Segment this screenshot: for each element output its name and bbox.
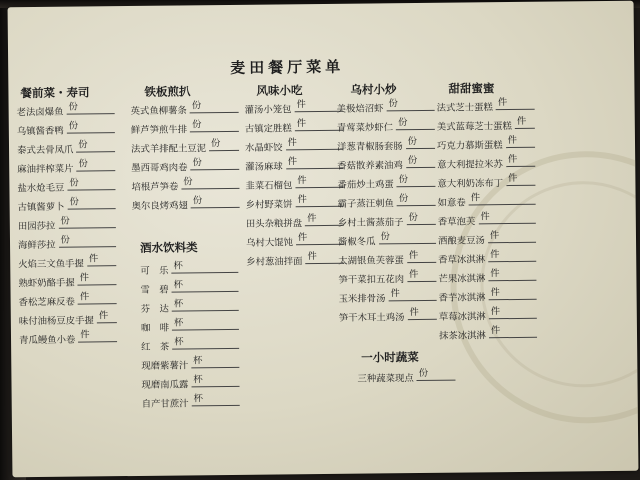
menu-item-unit: 份 — [183, 176, 193, 188]
menu-item-unit: 件 — [490, 268, 500, 280]
quantity-blank-line — [286, 137, 344, 151]
quantity-blank-line — [397, 174, 436, 187]
menu-item-name: 笋干木耳土鸡汤 — [338, 312, 405, 324]
menu-item — [18, 193, 118, 213]
menu-item-unit: 杯 — [173, 317, 184, 329]
menu-item — [141, 371, 241, 391]
snack-list — [245, 96, 347, 268]
menu-item — [337, 152, 437, 172]
menu-item-unit: 杯 — [173, 279, 184, 291]
menu-item — [19, 307, 119, 327]
quantity-blank-line — [396, 117, 435, 130]
menu-item — [338, 228, 438, 248]
menu-item-name: 香芋冰淇淋 — [438, 292, 486, 304]
menu-item-unit: 份 — [192, 119, 202, 131]
menu-item-unit: 件 — [297, 175, 307, 187]
menu-item — [131, 154, 241, 174]
menu-item-unit: 件 — [306, 213, 317, 225]
menu-item-name: 美极焙沼虾 — [336, 103, 384, 115]
menu-item-name: 鲜芦笋煎牛排 — [130, 124, 188, 137]
quantity-blank-line — [172, 336, 239, 350]
quantity-blank-line — [295, 118, 343, 132]
category-snack: 风味小吃 — [256, 83, 303, 98]
category-stirfry: 乌村小炒 — [350, 82, 397, 97]
quantity-blank-line — [389, 288, 437, 302]
quantity-blank-line — [407, 307, 436, 320]
menu-item — [338, 209, 438, 229]
menu-item-name: 现磨紫薯汁 — [141, 360, 189, 372]
menu-item-name: 田头杂粮拼盘 — [245, 218, 303, 230]
quantity-blank-line — [379, 231, 437, 245]
menu-item-unit: 份 — [78, 158, 88, 170]
menu-item — [438, 246, 538, 266]
quantity-blank-line — [295, 175, 343, 189]
quantity-blank-line — [406, 136, 435, 149]
menu-item-name: 熟虾奶酪手握 — [18, 277, 75, 290]
menu-item-name: 玉米排骨汤 — [338, 293, 386, 305]
menu-item-unit: 件 — [287, 156, 298, 168]
menu-item-unit: 份 — [210, 138, 221, 150]
menu-item-unit: 件 — [390, 288, 400, 300]
menu-item-name: 培根芦笋卷 — [131, 181, 179, 194]
quantity-blank-line — [192, 393, 240, 407]
menu-item — [245, 172, 345, 192]
menu-item-unit: 件 — [408, 269, 419, 281]
menu-item-unit: 件 — [507, 134, 518, 147]
quantity-blank-line — [515, 115, 535, 129]
menu-item-unit: 件 — [507, 153, 518, 166]
menu-item — [131, 135, 241, 155]
quantity-blank-line — [58, 215, 116, 229]
menu-item-name: 三种蔬菜现点 — [357, 373, 414, 385]
menu-item-name: 灌汤麻球 — [245, 161, 283, 173]
menu-item — [246, 229, 346, 249]
menu-item — [437, 189, 537, 209]
menu-item — [437, 170, 537, 190]
quantity-blank-line — [407, 269, 436, 282]
menu-item-name: 芒果冰淇淋 — [438, 273, 486, 285]
quantity-blank-line — [172, 298, 239, 312]
menu-item-name: 麻油拌榨菜片 — [17, 163, 74, 176]
menu-item-unit: 份 — [191, 100, 202, 112]
menu-item-unit: 份 — [69, 196, 79, 208]
menu-item-name: 乡村野菜饼 — [245, 199, 293, 211]
vegetable-list — [357, 365, 457, 385]
menu-item — [338, 247, 438, 267]
quantity-blank-line — [286, 156, 344, 170]
menu-item-unit: 份 — [408, 212, 418, 224]
menu-item-name: 红 茶 — [141, 341, 170, 353]
menu-item — [19, 288, 119, 308]
menu-item — [438, 208, 538, 228]
menu-item-name: 乌镇酱香鸭 — [16, 125, 64, 138]
quantity-blank-line — [172, 279, 239, 293]
teppan-list — [131, 97, 242, 212]
menu-item-unit: 件 — [516, 115, 527, 127]
menu-item — [338, 266, 438, 286]
menu-item — [338, 285, 438, 305]
menu-item-name: 咖 啡 — [140, 322, 170, 334]
appetizer-list — [17, 98, 120, 346]
menu-item-unit: 件 — [507, 172, 518, 185]
quantity-blank-line — [67, 101, 115, 115]
menu-item-unit: 杯 — [173, 298, 184, 310]
menu-item — [337, 133, 437, 153]
menu-item — [17, 136, 117, 156]
menu-item-unit: 杯 — [173, 260, 183, 272]
menu-item-unit: 件 — [79, 272, 90, 284]
menu-item — [18, 269, 118, 289]
menu-item-name: 酒酿麦豆汤 — [437, 235, 485, 247]
menu-item-unit: 件 — [296, 99, 306, 111]
menu-item — [17, 174, 117, 194]
menu-item — [245, 153, 345, 173]
quantity-blank-line — [181, 176, 239, 190]
menu-item-unit: 件 — [88, 253, 99, 265]
menu-item — [437, 132, 537, 152]
menu-item — [142, 390, 242, 410]
menu-item — [141, 314, 241, 334]
menu-item-name: 太湖银鱼芙蓉蛋 — [338, 255, 404, 267]
quantity-blank-line — [488, 230, 536, 244]
menu-item — [141, 295, 241, 315]
menu-item — [246, 248, 346, 268]
menu-item-name: 自产甘蔗汁 — [141, 398, 189, 410]
quantity-blank-line — [417, 367, 456, 381]
menu-item-unit: 杯 — [193, 355, 203, 367]
quantity-blank-line — [407, 250, 436, 263]
menu-item-unit: 杯 — [193, 374, 203, 386]
menu-item-unit: 件 — [307, 251, 317, 263]
menu-item-name: 英式鱼柳薯条 — [130, 105, 187, 118]
menu-item-unit: 件 — [470, 192, 481, 204]
menu-item-unit: 份 — [407, 155, 418, 167]
menu-item — [141, 352, 241, 372]
menu-item-name: 海鲜莎拉 — [17, 239, 56, 252]
quantity-blank-line — [68, 196, 116, 210]
quantity-blank-line — [488, 249, 536, 263]
menu-item-unit: 份 — [60, 215, 70, 227]
menu-item-name: 现磨南瓜露 — [141, 379, 189, 391]
menu-item-name: 奥尔良烤鸡翅 — [131, 200, 188, 213]
menu-item-name: 草莓冰淇淋 — [438, 311, 486, 323]
menu-item-unit: 件 — [408, 250, 419, 262]
quantity-blank-line — [506, 153, 535, 167]
menu-item-unit: 件 — [287, 137, 297, 149]
menu-title: 麦田餐厅菜单 — [230, 57, 345, 77]
quantity-blank-line — [59, 234, 117, 248]
menu-item-name: 香草冰淇淋 — [438, 254, 486, 266]
quantity-blank-line — [172, 317, 239, 331]
menu-item-unit: 份 — [380, 231, 390, 243]
menu-item-name: 田园莎拉 — [17, 220, 56, 233]
menu-item-unit: 件 — [98, 310, 109, 322]
menu-item — [337, 114, 437, 134]
menu-item-name: 水晶虾饺 — [244, 142, 283, 154]
quantity-blank-line — [191, 195, 240, 209]
menu-item — [439, 303, 539, 323]
category-dessert: 甜甜蜜蜜 — [448, 81, 495, 96]
menu-item-unit: 份 — [398, 193, 409, 205]
menu-item-unit: 件 — [80, 329, 90, 341]
menu-item-unit: 杯 — [193, 393, 204, 405]
menu-item-name: 芬 达 — [140, 303, 169, 315]
quantity-blank-line — [296, 232, 344, 246]
quantity-blank-line — [78, 291, 117, 304]
menu-item-name: 可 乐 — [140, 265, 169, 277]
menu-item — [131, 173, 241, 193]
menu-item — [132, 192, 242, 212]
quantity-blank-line — [295, 99, 343, 113]
quantity-blank-line — [387, 98, 435, 112]
menu-item-unit: 份 — [60, 234, 70, 246]
category-appetizer: 餐前菜・寿司 — [20, 85, 90, 101]
quantity-blank-line — [190, 100, 239, 114]
menu-item-unit: 份 — [78, 139, 88, 151]
category-vegetable: 一小时蔬菜 — [361, 350, 419, 365]
menu-item — [140, 257, 240, 277]
quantity-blank-line — [171, 260, 238, 274]
menu-item-unit: 份 — [398, 174, 409, 186]
menu-item-name: 火焰三文鱼手握 — [18, 258, 84, 271]
menu-item — [337, 95, 437, 115]
quantity-blank-line — [296, 194, 344, 208]
menu-item — [18, 250, 118, 270]
menu-item-name: 香草泡芙 — [437, 216, 476, 228]
menu-item — [18, 231, 118, 251]
menu-item — [436, 94, 536, 114]
menu-item-name: 乌村大馄饨 — [245, 237, 293, 249]
menu-item-unit: 杯 — [174, 336, 184, 348]
menu-item — [357, 365, 457, 385]
menu-item — [140, 276, 240, 296]
menu-item-unit: 份 — [192, 157, 202, 169]
quantity-blank-line — [489, 306, 537, 320]
menu-item-name: 盐水炝毛豆 — [17, 182, 65, 195]
menu-item — [439, 322, 539, 342]
menu-item-name: 老法卤爆鱼 — [16, 106, 64, 119]
menu-item-name: 古镇酱萝卜 — [17, 201, 65, 214]
menu-item — [17, 98, 117, 118]
dessert-list — [436, 94, 539, 342]
menu-item-unit: 件 — [297, 194, 307, 206]
menu-item-name: 抹茶冰淇淋 — [438, 330, 486, 342]
menu-item — [245, 115, 345, 135]
menu-item-name: 青莺菜炒虾仁 — [336, 122, 394, 134]
menu-item-unit: 件 — [489, 230, 500, 242]
quantity-blank-line — [406, 212, 435, 225]
quantity-blank-line — [67, 120, 115, 134]
menu-item — [337, 171, 437, 191]
category-drinks: 酒水饮料类 — [140, 240, 198, 255]
menu-item-unit: 件 — [490, 287, 500, 299]
category-teppan: 铁板煎扒 — [144, 84, 191, 99]
menu-item-name: 酱椒冬瓜 — [337, 236, 376, 248]
menu-item-name: 灌汤小笼包 — [244, 104, 292, 116]
menu-item-name: 雪 碧 — [140, 284, 169, 296]
menu-item — [18, 212, 118, 232]
quantity-blank-line — [469, 192, 536, 206]
menu-item-name: 巧克力慕斯蛋糕 — [436, 140, 503, 152]
menu-item-name: 法式芝士蛋糕 — [436, 102, 493, 114]
quantity-blank-line — [87, 253, 116, 266]
menu-item — [438, 227, 538, 247]
menu-item-unit: 件 — [497, 97, 508, 109]
menu-item-name: 青瓜鳗鱼小卷 — [18, 334, 76, 347]
quantity-blank-line — [496, 97, 535, 110]
menu-item — [19, 326, 119, 346]
menu-item-name: 法式羊排配土豆泥 — [130, 143, 207, 156]
menu-item-unit: 件 — [79, 291, 90, 303]
quantity-blank-line — [191, 157, 240, 171]
quantity-blank-line — [489, 325, 537, 339]
quantity-blank-line — [489, 287, 537, 301]
menu-item-unit: 份 — [68, 101, 78, 113]
menu-item-unit: 份 — [69, 177, 79, 189]
menu-item-unit: 份 — [388, 98, 398, 110]
menu-item-name: 番茄炒土鸡蛋 — [337, 179, 394, 191]
quantity-blank-line — [506, 172, 535, 186]
quantity-blank-line — [67, 177, 115, 191]
menu-item-name: 味付油杨豆皮手握 — [18, 315, 94, 328]
quantity-blank-line — [209, 138, 239, 151]
menu-item-unit: 件 — [490, 325, 501, 337]
menu-item-unit: 件 — [297, 232, 308, 244]
quantity-blank-line — [397, 193, 436, 206]
quantity-blank-line — [76, 139, 115, 152]
drinks-list — [140, 257, 242, 410]
quantity-blank-line — [191, 355, 239, 369]
menu-item-unit: 份 — [68, 120, 79, 132]
quantity-blank-line — [478, 211, 536, 225]
menu-item-name: 乡村土酱蒸茄子 — [337, 217, 404, 229]
menu-item — [131, 97, 241, 117]
quantity-blank-line — [78, 329, 117, 342]
menu-item — [131, 116, 241, 136]
quantity-blank-line — [190, 119, 239, 133]
menu-item — [245, 96, 345, 116]
menu-item-name: 意大利奶冻布丁 — [437, 178, 504, 190]
menu-item — [437, 151, 537, 171]
menu-item-name: 泰式去骨凤爪 — [17, 144, 74, 157]
menu-item-name: 古镇定胜糕 — [244, 123, 292, 135]
menu-sheet — [8, 1, 639, 478]
menu-item-unit: 件 — [296, 118, 307, 130]
menu-item — [337, 190, 437, 210]
menu-item — [339, 304, 439, 324]
menu-item-name: 笋干菜扣五花肉 — [338, 274, 405, 286]
menu-item — [141, 333, 241, 353]
quantity-blank-line — [506, 134, 535, 148]
menu-item — [246, 210, 346, 230]
quantity-blank-line — [97, 310, 117, 323]
menu-item — [246, 191, 346, 211]
menu-item — [245, 134, 345, 154]
menu-item-unit: 件 — [409, 307, 419, 319]
menu-item-name: 意大利提拉米苏 — [437, 159, 503, 171]
quantity-blank-line — [78, 272, 117, 285]
quantity-blank-line — [406, 155, 435, 168]
menu-item — [17, 155, 117, 175]
menu-item-name: 洋葱青椒肠套肠 — [336, 141, 403, 153]
menu-item-unit: 件 — [480, 211, 490, 223]
menu-item — [437, 113, 537, 133]
menu-item-name: 如意卷 — [437, 197, 466, 209]
menu-item-unit: 份 — [397, 117, 408, 129]
menu-item-name: 墨西哥鸡肉卷 — [131, 162, 188, 175]
stirfry-list — [337, 95, 439, 324]
menu-item-unit: 件 — [490, 249, 500, 261]
menu-item-name: 韭菜石榴包 — [245, 180, 293, 192]
quantity-blank-line — [488, 268, 536, 282]
menu-item-unit: 份 — [192, 195, 203, 207]
menu-item-name: 美式蓝莓芝士蛋糕 — [436, 121, 512, 133]
menu-item — [438, 284, 538, 304]
menu-item-unit: 件 — [490, 306, 501, 318]
menu-item-unit: 份 — [418, 367, 429, 380]
menu-item-name: 乡村葱油拌面 — [246, 256, 303, 268]
quantity-blank-line — [191, 374, 239, 388]
menu-item — [17, 117, 117, 137]
menu-item-unit: 份 — [407, 136, 418, 148]
quantity-blank-line — [77, 158, 116, 171]
menu-item — [438, 265, 538, 285]
menu-item-name: 香菇散养素油鸡 — [337, 160, 403, 172]
menu-item-name: 霸子蒸汪刺鱼 — [337, 198, 394, 210]
menu-item-name: 香松芝麻反卷 — [18, 296, 75, 309]
